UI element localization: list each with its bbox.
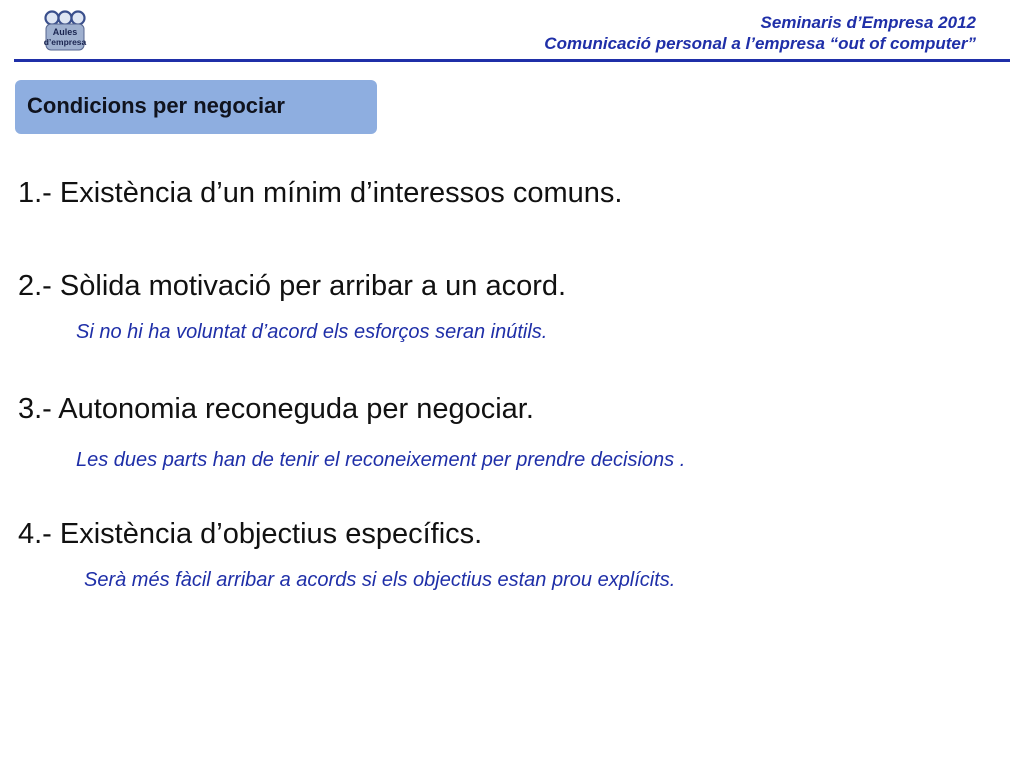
point-4-note: Serà més fàcil arribar a acords si els objectius estan prou explícits.	[84, 569, 676, 591]
header-line-2: Comunicació personal a l’empresa “out of computer”	[544, 34, 976, 53]
point-1-label: 1.- Existència d’un mínim d’interessos comuns.	[18, 177, 623, 209]
point-4-label: 4.- Existència d’objectius específics.	[18, 518, 483, 550]
aules-empresa-logo	[36, 8, 94, 52]
logo-text-top: Aules	[52, 27, 78, 37]
point-2-label: 2.- Sòlida motivació per arribar a un acord.	[18, 270, 567, 302]
header-divider	[14, 59, 1010, 62]
point-3-label: 3.- Autonomia reconeguda per negociar.	[18, 393, 534, 425]
logo-text-bottom: d’empresa	[43, 37, 87, 47]
header-title	[544, 12, 976, 54]
point-3-note: Les dues parts han de tenir el reconeixement per prendre decisions .	[76, 449, 686, 471]
section-title: Condicions per negociar	[27, 93, 285, 118]
header-line-1: Seminaris d’Empresa 2012	[760, 13, 976, 32]
three-rings-icon	[46, 12, 85, 25]
point-2-note: Si no hi ha voluntat d’acord els esforços seran inútils.	[76, 321, 548, 343]
